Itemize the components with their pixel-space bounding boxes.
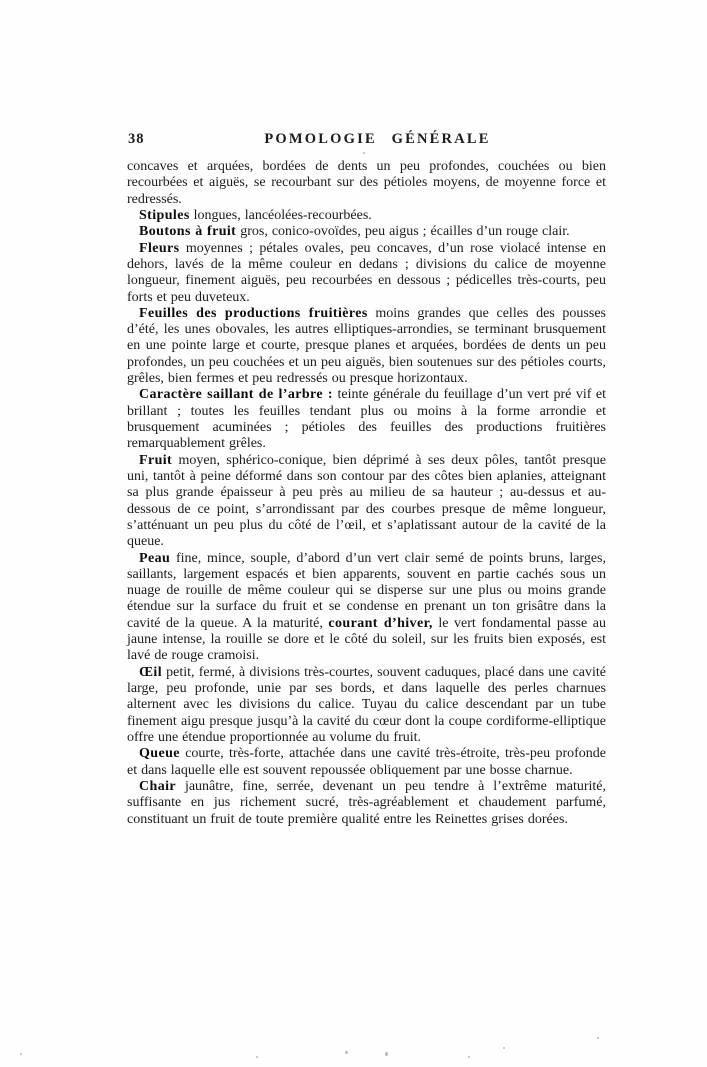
scan-speck xyxy=(256,1056,258,1058)
text-run: longues, lancéolées-recourbées. xyxy=(189,207,372,223)
scan-speck xyxy=(503,1047,505,1049)
paragraph xyxy=(127,551,606,665)
page-number: 38 xyxy=(128,131,145,147)
paragraph xyxy=(127,387,606,452)
paragraph xyxy=(127,159,606,208)
lead-word: Feuilles des productions fruitières xyxy=(139,305,368,321)
paragraph xyxy=(127,241,606,306)
paragraph xyxy=(127,746,606,779)
text-run: moyen, sphérico-conique, bien déprimé à ses deux pôles, tantôt presque uni, tantôt à peine déformé dans son contour par des côtes bien aplanies, atteignant sa plus grande épaisseur à peu près au milieu de sa hauteur ; au-dessus et au-dessous de ce point, s’arrondissant par des courbes presque de même longueur, s’atténuant un peu plus du côté de l’œil, et s’aplatissant autour de la cavité de la queue. xyxy=(127,452,606,550)
lead-word: Fleurs xyxy=(139,240,180,256)
lead-word: Stipules xyxy=(139,207,190,223)
running-title: POMOLOGIE GÉNÉRALE xyxy=(264,131,491,147)
lead-word: Boutons à fruit xyxy=(139,224,237,240)
text-run: moins grandes que celles des pousses d’été, les unes obovales, les autres elliptiques-arrondies, se terminant brusquement en une pointe large et courte, presque planes et arquées, bordées de dents un peu profondes, un peu couchées et un peu aiguës, bien soutenues sur des pétioles courts, grêles, bien fermes et peu redressés ou presque horizontaux. xyxy=(127,305,606,387)
lead-word: Peau xyxy=(139,550,171,566)
page-body xyxy=(127,159,606,828)
text-run: concaves et arquées, bordées de dents un peu profondes, couchées ou bien recourbées et aiguës, se recourbant sur des pétioles moyens, de moyenne force et redressés. xyxy=(127,159,606,207)
text-run: moyennes ; pétales ovales, peu concaves, d’un rose violacé intense en dehors, lavés de la même couleur en dedans ; divisions du calice de moyenne longueur, finement aiguës, peu recourbées en dessous ; pédicelles très-courts, peu forts et peu duveteux. xyxy=(127,240,606,305)
paragraph xyxy=(127,224,606,240)
text-run: fine, mince, souple, d’abord d’un vert clair semé de points bruns, larges, saillants, largement espacés et bien apparents, souvent en partie cachés sous un nuage de rouille de même couleur qui se disperse sur une plus ou moins grande étendue sur la surface du fruit et se condense en prenant un ton grisâtre dans la cavité de la queue. A la maturité, xyxy=(127,550,606,631)
scan-speck xyxy=(20,1053,22,1055)
text-run: gros, conico-ovoïdes, peu aigus ; écailles d’un rouge clair. xyxy=(236,224,570,240)
lead-word: Fruit xyxy=(139,452,173,468)
page-header xyxy=(127,131,606,147)
lead-word: courant d’hiver, xyxy=(328,615,433,631)
lead-word: Caractère saillant de l’arbre : xyxy=(139,387,333,403)
text-run: courte, très-forte, attachée dans une cavité très-étroite, très-peu profonde et dans laquelle elle est souvent repoussée obliquement par une bosse charnue. xyxy=(127,746,606,778)
paragraph xyxy=(127,306,606,388)
scan-speck xyxy=(345,1051,348,1054)
paragraph xyxy=(127,208,606,224)
scan-speck xyxy=(468,1056,470,1058)
lead-word: Œil xyxy=(139,664,162,680)
text-run: jaunâtre, fine, serrée, devenant un peu tendre à l’extrême maturité, suffisante en jus richement sucré, très-agréablement et chaudement parfumé, constituant un fruit de toute première qualité entre les Reinettes grises dorées. xyxy=(127,778,606,827)
lead-word: Queue xyxy=(139,746,180,762)
paragraph xyxy=(127,779,606,828)
lead-word: Chair xyxy=(139,778,176,794)
paragraph xyxy=(127,453,606,551)
scan-speck xyxy=(385,1052,388,1056)
text-run: le vert fondamental passe au jaune intense, la rouille se dore et le côté du soleil, sur les fruits bien exposés, est lavé de rouge cramoisi. xyxy=(127,615,606,664)
text-run: petit, fermé, à divisions très-courtes, souvent caduques, placé dans une cavité large, peu profonde, unie par ses bords, et dans laquelle des perles charnues alternent avec les divisions du calice. Tuyau du calice descendant par un tube finement aigu presque jusqu’à la cavité du cœur dont la coupe cordiforme-elliptique offre une étendue proportionnée au volume du fruit. xyxy=(127,664,606,745)
scan-speck xyxy=(363,152,365,154)
text-run: teinte générale du feuillage d’un vert pré vif et brillant ; toutes les feuilles tendant plus ou moins à la forme arrondie et brusquement acuminées ; pétioles des feuilles des productions fruitières remarquablement grêles. xyxy=(127,387,606,452)
scan-speck xyxy=(597,1037,599,1039)
paragraph xyxy=(127,665,606,747)
text-block xyxy=(127,131,606,828)
